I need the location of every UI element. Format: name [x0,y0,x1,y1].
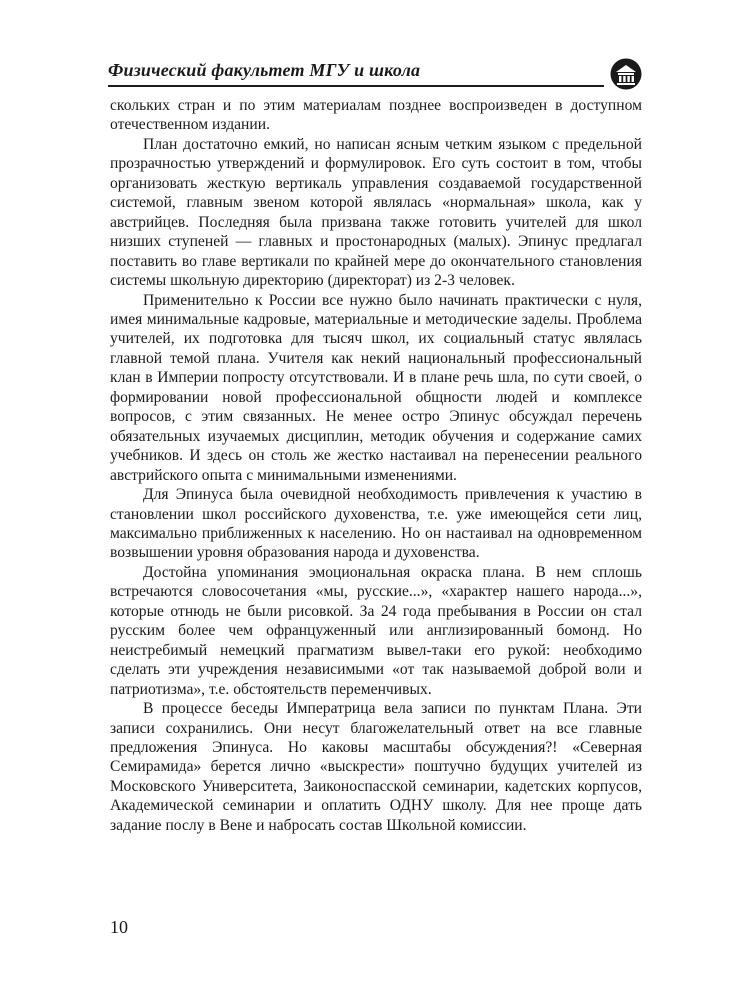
paragraph: скольких стран и по этим материалам позднее воспроизведен в доступном отечественном издании. [110,97,642,134]
paragraph: Достойна упоминания эмоциональная окраска плана. В нем сплошь встречаются словосочетания «мы, русские...», «характер нашего народа...», которые отнюдь не были рисовкой. За 24 года пребывания в России он стал русским более чем офранцуженный или англизированный бомонд. Но неистребимый немецкий прагматизм вывел-таки его рукой: необходимо сделать эти учреждения независимыми «от так называемой доброй воли и патриотизма», т.е. обстоятельств переменчивых. [110,563,642,698]
page-number: 10 [110,917,128,937]
header-rule [108,85,604,87]
paragraph: План достаточно емкий, но написан ясным четким языком с предельной прозрачностью утверждений и формулировок. Его суть состоит в том, чтобы организовать жесткую вертикаль управления создаваемой государственной системой, главным звеном которой являлась «нормальная» школа, как у австрийцев. Последняя была призвана также готовить учителей для школ низших ступеней — главных и простонародных (малых). Эпинус предлагал поставить во главе вертикали по крайней мере до окончательного становления системы школьную директорию (директорат) из 2-3 человек. [110,135,642,290]
paragraph: Для Эпинуса была очевидной необходимость привлечения к участию в становлении школ российского духовенства, т.е. уже имеющейся сети лиц, максимально приближенных к населению. Но он настаивал на одновременном возвышении уровня образования народа и духовенства. [110,486,642,562]
running-header [108,58,646,90]
paragraph: Применительно к России все нужно было начинать практически с нуля, имея минимальные кадровые, материальные и методические заделы. Проблема учителей, их подготовка для тысяч школ, их социальный статус являлась главной темой плана. Учителя как некий национальный профессиональный клан в Империи попросту отсутствовали. И в плане речь шла, по сути своей, о формировании новой профессиональной общности людей и комплексе вопросов, с этим связанных. Не менее остро Эпинус обсуждал перечень обязательных изучаемых дисциплин, методик обучения и содержание самих учебников. И здесь он столь же жестко настаивал на перенесении реального австрийского опыта с минимальными изменениями. [110,291,642,484]
running-header-title: Физический факультет МГУ и школа [108,60,421,80]
body-text [110,96,642,835]
university-emblem-icon [610,58,642,90]
paragraph: В процессе беседы Императрица вела записи по пунктам Плана. Эти записи сохранились. Они несут благожелательный ответ на все главные предложения Эпинуса. Но каковы масштабы обсуждения?! «Северная Семирамида» берется лично «выскрести» поштучно будущих учителей из Московского Университета, Заиконоспасской семинарии, кадетских корпусов, Академической семинарии и оплатить ОДНУ школу. Для нее проще дать задание послу в Вене и набросать состав Школьной комиссии. [110,700,642,834]
